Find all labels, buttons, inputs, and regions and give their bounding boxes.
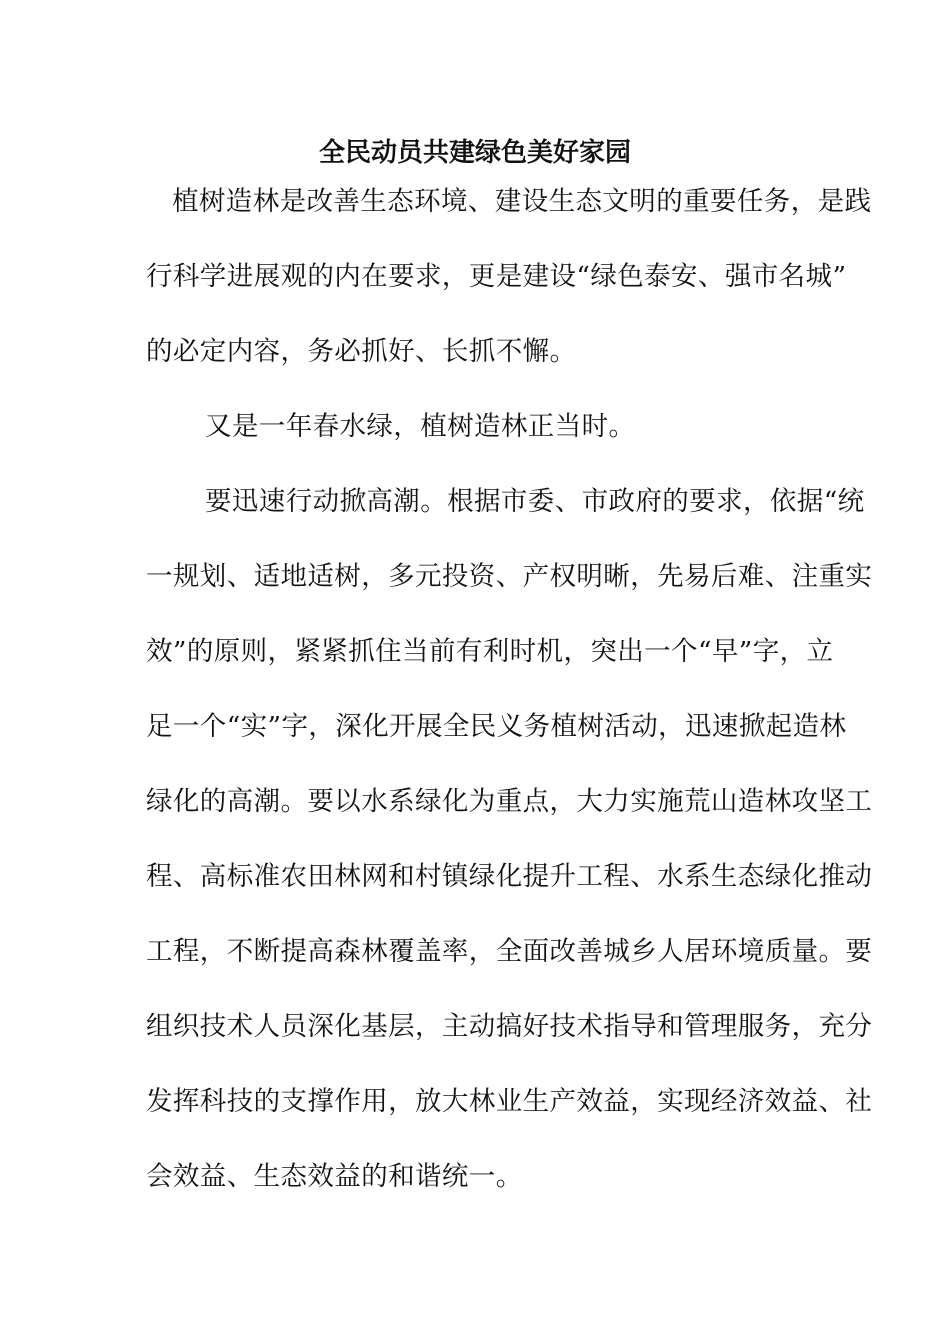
paragraph-line: 要迅速行动掀高潮。根据市委、市政府的要求，依据“统 (205, 486, 865, 517)
paragraph-line: 发挥科技的支撑作用，放大林业生产效益，实现经济效益、社 (146, 1086, 873, 1117)
document-title: 全民动员共建绿色美好家园 (318, 138, 631, 168)
paragraph-line: 会效益、生态效益的和谐统一。 (146, 1161, 523, 1192)
paragraph-3 (146, 464, 873, 1214)
paragraph-line: 效”的原则，紧紧抓住当前有利时机，突出一个“早”字，立 (146, 636, 834, 667)
paragraph-line: 行科学进展观的内在要求，更是建设“绿色泰安、强市名城” (146, 261, 847, 292)
paragraph-line: 工程，不断提高森林覆盖率，全面改善城乡人居环境质量。要 (146, 936, 873, 967)
paragraph-line: 的必定内容，务必抓好、长抓不懈。 (146, 336, 577, 367)
paragraph-line: 植树造林是改善生态环境、建设生态文明的重要任务，是践 (172, 186, 872, 217)
document-body (146, 164, 873, 1214)
paragraph-line: 程、高标准农田林网和村镇绿化提升工程、水系生态绿化推动 (146, 861, 873, 892)
paragraph-line: 又是一年春水绿，植树造林正当时。 (205, 411, 636, 442)
paragraph-line: 组织技术人员深化基层，主动搞好技术指导和管理服务，充分 (146, 1011, 873, 1042)
paragraph-1 (146, 164, 872, 389)
paragraph-line: 一规划、适地适树，多元投资、产权明晰，先易后难、注重实 (146, 561, 873, 592)
paragraph-line: 足一个“实”字，深化开展全民义务植树活动，迅速掀起造林 (146, 711, 847, 742)
paragraph-line: 绿化的高潮。要以水系绿化为重点，大力实施荒山造林攻坚工 (146, 786, 873, 817)
paragraph-2 (146, 389, 810, 464)
